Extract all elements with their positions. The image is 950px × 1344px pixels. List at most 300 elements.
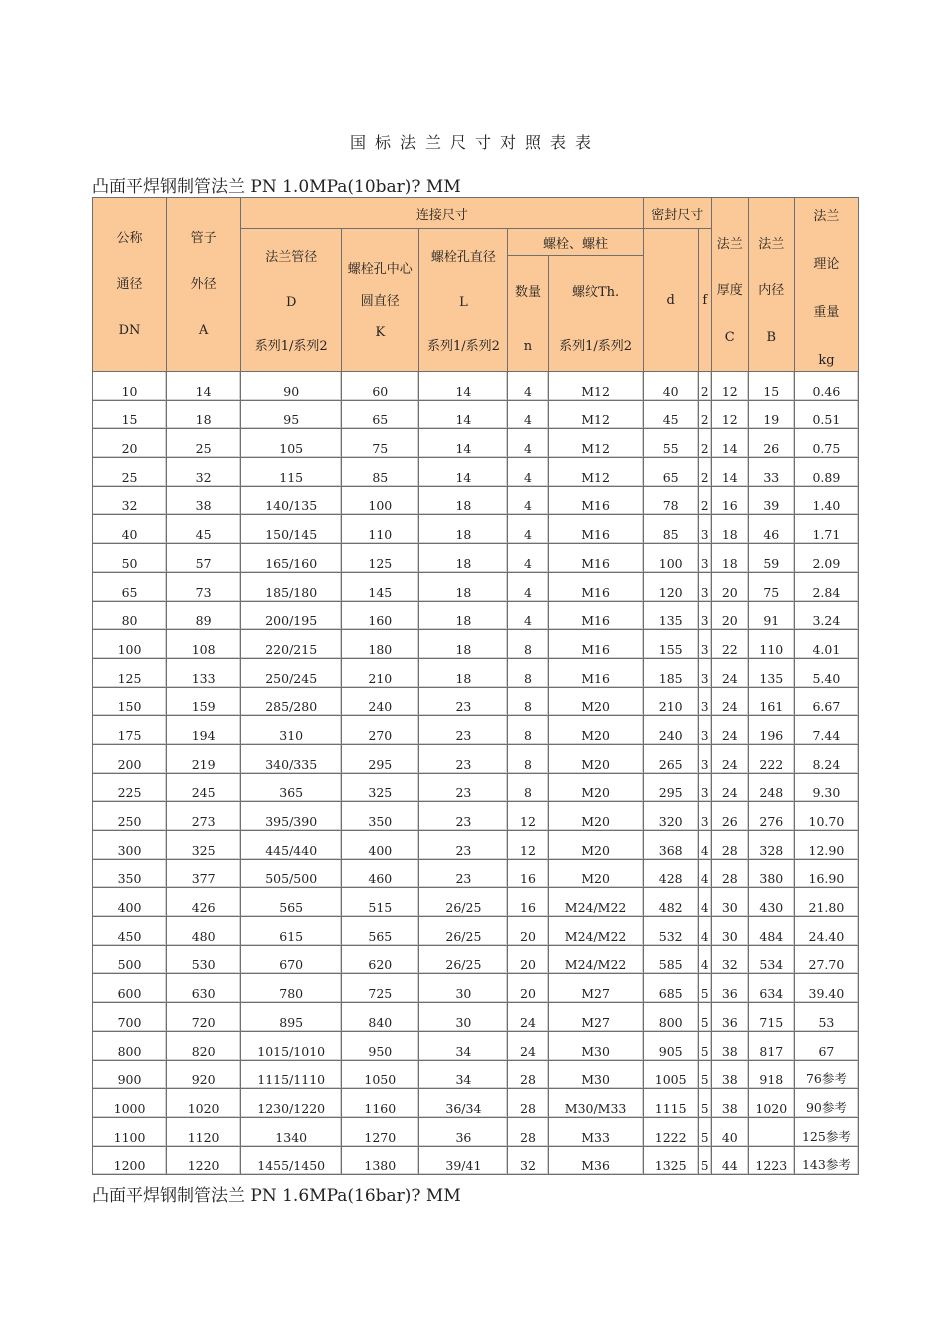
cell-bolt-circle: 325 xyxy=(342,773,419,802)
cell-seal-d: 428 xyxy=(643,859,698,888)
cell-inner-dia: 715 xyxy=(748,1003,794,1032)
cell-bolt-circle: 950 xyxy=(342,1031,419,1060)
cell-pipe-od: 133 xyxy=(167,658,241,687)
cell-thickness: 28 xyxy=(711,859,748,888)
cell-weight: 143参考 xyxy=(794,1146,858,1175)
cell-dn: 900 xyxy=(93,1060,167,1089)
cell-thickness: 24 xyxy=(711,658,748,687)
cell-bolt-circle: 110 xyxy=(342,515,419,544)
cell-flange-od: 780 xyxy=(241,974,342,1003)
cell-thickness: 32 xyxy=(711,945,748,974)
table-row xyxy=(93,831,859,860)
cell-inner-dia: 276 xyxy=(748,802,794,831)
cell-bolt-qty: 8 xyxy=(508,744,548,773)
cell-weight: 7.44 xyxy=(794,716,858,745)
cell-thickness: 24 xyxy=(711,716,748,745)
header-bolt-thread: 螺纹Th. 系列1/系列2 xyxy=(548,256,643,372)
cell-inner-dia: 634 xyxy=(748,974,794,1003)
cell-thickness: 24 xyxy=(711,744,748,773)
cell-bolt-thread: M20 xyxy=(548,687,643,716)
cell-dn: 40 xyxy=(93,515,167,544)
cell-bolt-hole: 18 xyxy=(419,486,508,515)
cell-thickness: 38 xyxy=(711,1089,748,1118)
cell-seal-d: 320 xyxy=(643,802,698,831)
cell-seal-f: 4 xyxy=(698,831,711,860)
cell-bolt-circle: 1050 xyxy=(342,1060,419,1089)
cell-weight: 5.40 xyxy=(794,658,858,687)
cell-seal-f: 5 xyxy=(698,1003,711,1032)
cell-bolt-circle: 1270 xyxy=(342,1117,419,1146)
cell-dn: 80 xyxy=(93,601,167,630)
cell-dn: 800 xyxy=(93,1031,167,1060)
cell-pipe-od: 194 xyxy=(167,716,241,745)
table-row xyxy=(93,802,859,831)
cell-seal-d: 135 xyxy=(643,601,698,630)
cell-seal-f: 3 xyxy=(698,601,711,630)
cell-flange-od: 185/180 xyxy=(241,572,342,601)
cell-bolt-qty: 8 xyxy=(508,630,548,659)
cell-bolt-qty: 20 xyxy=(508,945,548,974)
cell-bolt-hole: 34 xyxy=(419,1060,508,1089)
cell-bolt-qty: 4 xyxy=(508,601,548,630)
cell-bolt-hole: 23 xyxy=(419,744,508,773)
cell-seal-f: 4 xyxy=(698,945,711,974)
cell-weight: 90参考 xyxy=(794,1089,858,1118)
cell-bolt-qty: 4 xyxy=(508,572,548,601)
cell-bolt-qty: 4 xyxy=(508,486,548,515)
cell-dn: 10 xyxy=(93,372,167,401)
cell-bolt-hole: 23 xyxy=(419,716,508,745)
cell-dn: 125 xyxy=(93,658,167,687)
cell-dn: 1200 xyxy=(93,1146,167,1175)
cell-thickness: 24 xyxy=(711,773,748,802)
cell-weight: 0.89 xyxy=(794,458,858,487)
cell-thickness: 24 xyxy=(711,687,748,716)
cell-pipe-od: 57 xyxy=(167,544,241,573)
table-body xyxy=(93,372,859,1175)
header-seal-f: f xyxy=(698,229,711,372)
cell-inner-dia: 328 xyxy=(748,831,794,860)
header-seal-d: d xyxy=(643,229,698,372)
cell-pipe-od: 480 xyxy=(167,917,241,946)
cell-dn: 500 xyxy=(93,945,167,974)
cell-thickness: 14 xyxy=(711,429,748,458)
cell-bolt-thread: M16 xyxy=(548,572,643,601)
cell-flange-od: 565 xyxy=(241,888,342,917)
cell-bolt-circle: 350 xyxy=(342,802,419,831)
cell-seal-d: 1115 xyxy=(643,1089,698,1118)
cell-bolt-qty: 8 xyxy=(508,658,548,687)
cell-bolt-hole: 26/25 xyxy=(419,888,508,917)
cell-bolt-hole: 26/25 xyxy=(419,945,508,974)
cell-flange-od: 1015/1010 xyxy=(241,1031,342,1060)
cell-inner-dia: 33 xyxy=(748,458,794,487)
table-row xyxy=(93,687,859,716)
cell-bolt-qty: 20 xyxy=(508,974,548,1003)
cell-bolt-hole: 23 xyxy=(419,859,508,888)
cell-thickness: 26 xyxy=(711,802,748,831)
cell-thickness: 30 xyxy=(711,888,748,917)
cell-seal-d: 55 xyxy=(643,429,698,458)
cell-flange-od: 95 xyxy=(241,400,342,429)
cell-dn: 600 xyxy=(93,974,167,1003)
cell-bolt-circle: 1380 xyxy=(342,1146,419,1175)
cell-seal-d: 1325 xyxy=(643,1146,698,1175)
cell-flange-od: 670 xyxy=(241,945,342,974)
cell-bolt-thread: M16 xyxy=(548,544,643,573)
cell-dn: 100 xyxy=(93,630,167,659)
cell-seal-d: 368 xyxy=(643,831,698,860)
cell-flange-od: 140/135 xyxy=(241,486,342,515)
cell-bolt-thread: M36 xyxy=(548,1146,643,1175)
cell-pipe-od: 325 xyxy=(167,831,241,860)
cell-inner-dia: 1020 xyxy=(748,1089,794,1118)
header-seal: 密封尺寸 xyxy=(643,198,711,229)
cell-thickness: 12 xyxy=(711,400,748,429)
cell-weight: 9.30 xyxy=(794,773,858,802)
table-row xyxy=(93,917,859,946)
cell-bolt-thread: M30 xyxy=(548,1031,643,1060)
cell-seal-f: 3 xyxy=(698,515,711,544)
cell-bolt-qty: 28 xyxy=(508,1060,548,1089)
cell-pipe-od: 32 xyxy=(167,458,241,487)
cell-seal-f: 3 xyxy=(698,802,711,831)
cell-seal-f: 3 xyxy=(698,716,711,745)
cell-thickness: 38 xyxy=(711,1060,748,1089)
table-row xyxy=(93,1117,859,1146)
cell-seal-f: 5 xyxy=(698,974,711,1003)
cell-flange-od: 395/390 xyxy=(241,802,342,831)
header-connection: 连接尺寸 xyxy=(241,198,644,229)
cell-thickness: 44 xyxy=(711,1146,748,1175)
cell-pipe-od: 245 xyxy=(167,773,241,802)
cell-bolt-qty: 4 xyxy=(508,458,548,487)
cell-bolt-qty: 28 xyxy=(508,1117,548,1146)
cell-weight: 10.70 xyxy=(794,802,858,831)
cell-bolt-thread: M12 xyxy=(548,429,643,458)
header-dn: 公称 通径 DN xyxy=(93,198,167,372)
cell-bolt-qty: 8 xyxy=(508,687,548,716)
cell-bolt-hole: 18 xyxy=(419,572,508,601)
cell-flange-od: 165/160 xyxy=(241,544,342,573)
table-row xyxy=(93,716,859,745)
cell-bolt-thread: M20 xyxy=(548,831,643,860)
cell-flange-od: 505/500 xyxy=(241,859,342,888)
cell-seal-d: 905 xyxy=(643,1031,698,1060)
cell-seal-d: 265 xyxy=(643,744,698,773)
cell-seal-d: 800 xyxy=(643,1003,698,1032)
cell-inner-dia: 75 xyxy=(748,572,794,601)
cell-inner-dia: 19 xyxy=(748,400,794,429)
cell-bolt-circle: 295 xyxy=(342,744,419,773)
section-heading-pn16: 凸面平焊钢制管法兰 PN 1.6MPa(16bar)? MM xyxy=(92,1186,461,1206)
cell-inner-dia: 26 xyxy=(748,429,794,458)
cell-thickness: 40 xyxy=(711,1117,748,1146)
table-row xyxy=(93,773,859,802)
table-row xyxy=(93,945,859,974)
cell-dn: 225 xyxy=(93,773,167,802)
cell-weight: 3.24 xyxy=(794,601,858,630)
cell-weight: 24.40 xyxy=(794,917,858,946)
cell-flange-od: 615 xyxy=(241,917,342,946)
cell-bolt-hole: 18 xyxy=(419,601,508,630)
header-bolt-hole: 螺栓孔直径 L 系列1/系列2 xyxy=(419,229,508,372)
cell-inner-dia: 534 xyxy=(748,945,794,974)
cell-weight: 12.90 xyxy=(794,831,858,860)
cell-pipe-od: 159 xyxy=(167,687,241,716)
cell-seal-f: 3 xyxy=(698,544,711,573)
cell-flange-od: 90 xyxy=(241,372,342,401)
table-row xyxy=(93,630,859,659)
table-row xyxy=(93,372,859,401)
cell-bolt-circle: 1160 xyxy=(342,1089,419,1118)
cell-inner-dia: 484 xyxy=(748,917,794,946)
header-bolt-qty: 数量 n xyxy=(508,256,548,372)
cell-seal-f: 3 xyxy=(698,687,711,716)
cell-dn: 300 xyxy=(93,831,167,860)
cell-inner-dia: 135 xyxy=(748,658,794,687)
flange-dimension-table xyxy=(92,197,859,1175)
cell-weight: 27.70 xyxy=(794,945,858,974)
cell-weight: 16.90 xyxy=(794,859,858,888)
cell-bolt-hole: 23 xyxy=(419,802,508,831)
cell-thickness: 22 xyxy=(711,630,748,659)
table-row xyxy=(93,572,859,601)
header-bolts: 螺栓、螺柱 xyxy=(508,229,643,256)
cell-thickness: 16 xyxy=(711,486,748,515)
cell-bolt-hole: 23 xyxy=(419,687,508,716)
cell-seal-f: 2 xyxy=(698,372,711,401)
cell-inner-dia: 196 xyxy=(748,716,794,745)
cell-inner-dia: 222 xyxy=(748,744,794,773)
cell-bolt-thread: M27 xyxy=(548,1003,643,1032)
cell-bolt-hole: 34 xyxy=(419,1031,508,1060)
cell-pipe-od: 108 xyxy=(167,630,241,659)
cell-dn: 1100 xyxy=(93,1117,167,1146)
cell-seal-d: 532 xyxy=(643,917,698,946)
cell-thickness: 14 xyxy=(711,458,748,487)
cell-pipe-od: 14 xyxy=(167,372,241,401)
cell-inner-dia: 59 xyxy=(748,544,794,573)
cell-pipe-od: 720 xyxy=(167,1003,241,1032)
cell-flange-od: 1230/1220 xyxy=(241,1089,342,1118)
cell-seal-d: 210 xyxy=(643,687,698,716)
cell-bolt-circle: 180 xyxy=(342,630,419,659)
cell-seal-f: 3 xyxy=(698,658,711,687)
cell-bolt-circle: 840 xyxy=(342,1003,419,1032)
table-row xyxy=(93,1031,859,1060)
cell-flange-od: 285/280 xyxy=(241,687,342,716)
cell-bolt-qty: 32 xyxy=(508,1146,548,1175)
cell-bolt-circle: 240 xyxy=(342,687,419,716)
cell-flange-od: 365 xyxy=(241,773,342,802)
cell-dn: 400 xyxy=(93,888,167,917)
cell-weight: 125参考 xyxy=(794,1117,858,1146)
cell-seal-d: 185 xyxy=(643,658,698,687)
cell-thickness: 36 xyxy=(711,974,748,1003)
cell-flange-od: 310 xyxy=(241,716,342,745)
cell-seal-d: 295 xyxy=(643,773,698,802)
cell-dn: 65 xyxy=(93,572,167,601)
cell-dn: 200 xyxy=(93,744,167,773)
cell-pipe-od: 219 xyxy=(167,744,241,773)
cell-bolt-thread: M12 xyxy=(548,400,643,429)
cell-bolt-hole: 26/25 xyxy=(419,917,508,946)
cell-bolt-hole: 14 xyxy=(419,429,508,458)
cell-seal-f: 2 xyxy=(698,486,711,515)
cell-dn: 50 xyxy=(93,544,167,573)
cell-bolt-qty: 4 xyxy=(508,544,548,573)
cell-inner-dia: 110 xyxy=(748,630,794,659)
cell-bolt-thread: M12 xyxy=(548,372,643,401)
cell-thickness: 36 xyxy=(711,1003,748,1032)
cell-seal-d: 482 xyxy=(643,888,698,917)
cell-inner-dia: 39 xyxy=(748,486,794,515)
cell-seal-d: 155 xyxy=(643,630,698,659)
cell-bolt-thread: M20 xyxy=(548,716,643,745)
cell-bolt-thread: M20 xyxy=(548,744,643,773)
table-row xyxy=(93,859,859,888)
cell-thickness: 30 xyxy=(711,917,748,946)
table-row xyxy=(93,888,859,917)
cell-pipe-od: 426 xyxy=(167,888,241,917)
cell-seal-d: 78 xyxy=(643,486,698,515)
cell-inner-dia: 918 xyxy=(748,1060,794,1089)
cell-bolt-qty: 12 xyxy=(508,831,548,860)
cell-bolt-qty: 16 xyxy=(508,888,548,917)
table-row xyxy=(93,658,859,687)
cell-bolt-hole: 23 xyxy=(419,831,508,860)
cell-inner-dia: 248 xyxy=(748,773,794,802)
header-flange-od: 法兰管径 D 系列1/系列2 xyxy=(241,229,342,372)
cell-weight: 8.24 xyxy=(794,744,858,773)
cell-dn: 32 xyxy=(93,486,167,515)
cell-seal-f: 3 xyxy=(698,744,711,773)
cell-thickness: 12 xyxy=(711,372,748,401)
cell-inner-dia xyxy=(748,1117,794,1146)
cell-seal-d: 40 xyxy=(643,372,698,401)
cell-pipe-od: 38 xyxy=(167,486,241,515)
cell-bolt-circle: 620 xyxy=(342,945,419,974)
section-heading-pn10: 凸面平焊钢制管法兰 PN 1.0MPa(10bar)? MM xyxy=(92,177,461,197)
cell-flange-od: 1340 xyxy=(241,1117,342,1146)
cell-bolt-qty: 8 xyxy=(508,773,548,802)
cell-bolt-hole: 18 xyxy=(419,630,508,659)
cell-weight: 0.51 xyxy=(794,400,858,429)
cell-bolt-thread: M20 xyxy=(548,859,643,888)
cell-bolt-thread: M16 xyxy=(548,658,643,687)
cell-seal-f: 5 xyxy=(698,1089,711,1118)
cell-bolt-qty: 20 xyxy=(508,917,548,946)
cell-seal-f: 3 xyxy=(698,630,711,659)
cell-bolt-thread: M30 xyxy=(548,1060,643,1089)
cell-seal-f: 5 xyxy=(698,1031,711,1060)
cell-thickness: 18 xyxy=(711,544,748,573)
cell-bolt-thread: M16 xyxy=(548,601,643,630)
cell-seal-f: 5 xyxy=(698,1146,711,1175)
document-title: 国标法兰尺寸对照表表 xyxy=(349,133,600,152)
cell-dn: 250 xyxy=(93,802,167,831)
cell-bolt-circle: 85 xyxy=(342,458,419,487)
cell-seal-d: 45 xyxy=(643,400,698,429)
cell-flange-od: 200/195 xyxy=(241,601,342,630)
cell-dn: 175 xyxy=(93,716,167,745)
cell-seal-f: 4 xyxy=(698,888,711,917)
header-thickness: 法兰 厚度 C xyxy=(711,198,748,372)
cell-seal-f: 2 xyxy=(698,458,711,487)
cell-inner-dia: 817 xyxy=(748,1031,794,1060)
cell-seal-f: 3 xyxy=(698,572,711,601)
cell-seal-d: 1222 xyxy=(643,1117,698,1146)
cell-bolt-circle: 210 xyxy=(342,658,419,687)
cell-weight: 4.01 xyxy=(794,630,858,659)
cell-seal-d: 100 xyxy=(643,544,698,573)
cell-inner-dia: 15 xyxy=(748,372,794,401)
cell-weight: 2.09 xyxy=(794,544,858,573)
cell-thickness: 18 xyxy=(711,515,748,544)
cell-weight: 1.71 xyxy=(794,515,858,544)
cell-bolt-thread: M30/M33 xyxy=(548,1089,643,1118)
cell-seal-f: 5 xyxy=(698,1117,711,1146)
cell-dn: 25 xyxy=(93,458,167,487)
cell-bolt-qty: 4 xyxy=(508,400,548,429)
header-pipe-od: 管子 外径 A xyxy=(167,198,241,372)
cell-dn: 20 xyxy=(93,429,167,458)
cell-seal-f: 2 xyxy=(698,429,711,458)
cell-weight: 0.75 xyxy=(794,429,858,458)
cell-dn: 150 xyxy=(93,687,167,716)
cell-bolt-circle: 160 xyxy=(342,601,419,630)
cell-weight: 39.40 xyxy=(794,974,858,1003)
cell-bolt-circle: 125 xyxy=(342,544,419,573)
cell-inner-dia: 46 xyxy=(748,515,794,544)
cell-bolt-hole: 18 xyxy=(419,658,508,687)
cell-bolt-circle: 270 xyxy=(342,716,419,745)
cell-pipe-od: 1120 xyxy=(167,1117,241,1146)
cell-flange-od: 220/215 xyxy=(241,630,342,659)
header-inner-dia: 法兰 内径 B xyxy=(748,198,794,372)
cell-flange-od: 1455/1450 xyxy=(241,1146,342,1175)
cell-flange-od: 115 xyxy=(241,458,342,487)
table-row xyxy=(93,515,859,544)
cell-weight: 53 xyxy=(794,1003,858,1032)
table-row xyxy=(93,400,859,429)
cell-bolt-circle: 60 xyxy=(342,372,419,401)
cell-bolt-hole: 39/41 xyxy=(419,1146,508,1175)
cell-inner-dia: 161 xyxy=(748,687,794,716)
cell-bolt-qty: 12 xyxy=(508,802,548,831)
cell-flange-od: 340/335 xyxy=(241,744,342,773)
header-bolt-circle: 螺栓孔中心 圆直径 K xyxy=(342,229,419,372)
cell-bolt-circle: 565 xyxy=(342,917,419,946)
cell-seal-d: 240 xyxy=(643,716,698,745)
cell-weight: 76参考 xyxy=(794,1060,858,1089)
cell-seal-d: 1005 xyxy=(643,1060,698,1089)
cell-bolt-hole: 18 xyxy=(419,544,508,573)
cell-thickness: 20 xyxy=(711,601,748,630)
cell-thickness: 28 xyxy=(711,831,748,860)
cell-pipe-od: 377 xyxy=(167,859,241,888)
cell-seal-d: 585 xyxy=(643,945,698,974)
cell-seal-f: 4 xyxy=(698,917,711,946)
cell-bolt-hole: 14 xyxy=(419,458,508,487)
cell-bolt-thread: M33 xyxy=(548,1117,643,1146)
cell-weight: 6.67 xyxy=(794,687,858,716)
cell-dn: 15 xyxy=(93,400,167,429)
cell-weight: 0.46 xyxy=(794,372,858,401)
table-row xyxy=(93,486,859,515)
cell-flange-od: 1115/1110 xyxy=(241,1060,342,1089)
